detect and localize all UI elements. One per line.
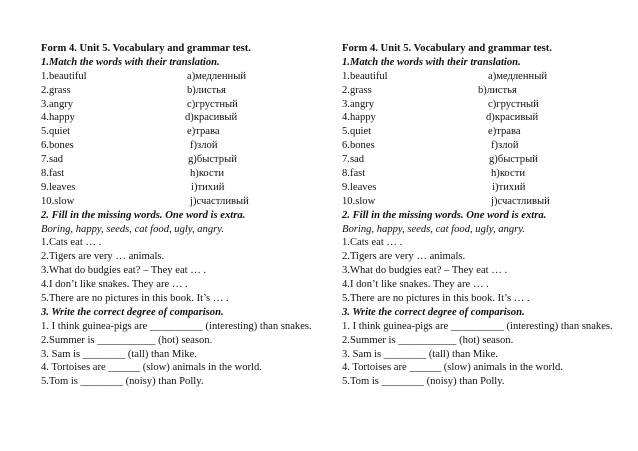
comparison-item: 5.Tom is ________ (noisy) than Polly. (41, 376, 204, 388)
matching-row (342, 84, 638, 98)
fill-in-item: 3.What do budgies eat? – They eat … . (41, 265, 207, 277)
fill-in-item: 2.Tigers are very … animals. (342, 251, 466, 263)
matching-translation: а)медленный (187, 70, 247, 82)
test-title: Form 4. Unit 5. Vocabulary and grammar test. (342, 43, 552, 54)
comparison-item: 2.Summer is ___________ (hot) season. (41, 334, 213, 346)
matching-translation: i)тихий (191, 181, 225, 193)
matching-translation: f)злой (491, 140, 519, 152)
comparison-item: 4. Tortoises are ______ (slow) animals in the world. (342, 362, 563, 374)
matching-word: 5.quiet (41, 126, 71, 138)
matching-row (41, 167, 341, 181)
section-2-heading: 2. Fill in the missing words. One word is extra. (342, 209, 547, 221)
matching-word: 5.quiet (342, 126, 372, 138)
matching-list (41, 70, 341, 209)
matching-translation: h)кости (491, 168, 525, 180)
matching-row (41, 111, 341, 125)
comparison-item: 4. Tortoises are ______ (slow) animals in the world. (41, 362, 262, 374)
matching-word: 9.leaves (41, 181, 76, 193)
matching-translation: j)счастливый (491, 195, 550, 207)
matching-row (342, 125, 638, 139)
matching-row (342, 98, 638, 112)
word-bank: Boring, happy, seeds, cat food, ugly, angry. (342, 223, 526, 235)
fill-in-item: 3.What do budgies eat? – They eat … . (342, 265, 508, 277)
matching-translation: c)грустный (488, 98, 539, 110)
comparison-item: 2.Summer is ___________ (hot) season. (342, 334, 514, 346)
fill-in-item: 5.There are no pictures in this book. It’s … . (41, 293, 229, 305)
section-1-heading: 1.Match the words with their translation. (41, 56, 220, 68)
section-3-heading: 3. Write the correct degree of comparison. (342, 306, 525, 318)
fill-in-item: 5.There are no pictures in this book. It’s … . (342, 293, 530, 305)
matching-translation: f)злой (190, 140, 218, 152)
matching-word: 8.fast (342, 168, 366, 180)
comparison-item: 1. I think guinea-pigs are __________ (interesting) than snakes. (41, 320, 312, 332)
matching-translation: b)листья (478, 84, 517, 96)
matching-word: 8.fast (41, 168, 65, 180)
matching-word: 3.angry (41, 98, 74, 110)
matching-word: 7.sad (41, 154, 64, 166)
section-1-heading: 1.Match the words with their translation. (342, 56, 521, 68)
matching-word: 6.bones (342, 140, 375, 152)
test-column-right (342, 42, 638, 389)
matching-row (41, 125, 341, 139)
word-bank: Boring, happy, seeds, cat food, ugly, angry. (41, 223, 225, 235)
fill-in-item: 1.Cats eat … . (41, 237, 102, 249)
matching-row (41, 98, 341, 112)
comparison-item: 3. Sam is ________ (tall) than Mike. (342, 348, 498, 360)
fill-in-item: 1.Cats eat … . (342, 237, 403, 249)
matching-row (342, 167, 638, 181)
matching-word: 10.slow (342, 195, 376, 207)
comparison-item: 1. I think guinea-pigs are __________ (interesting) than snakes. (342, 320, 613, 332)
matching-row (342, 111, 638, 125)
test-title: Form 4. Unit 5. Vocabulary and grammar test. (41, 43, 251, 54)
matching-word: 1.beautiful (342, 70, 388, 82)
matching-translation: g)быстрый (188, 154, 237, 166)
matching-row (342, 139, 638, 153)
matching-translation: d)красивый (486, 112, 539, 124)
matching-row (41, 84, 341, 98)
matching-translation: e)трава (488, 126, 521, 138)
comparison-item: 5.Tom is ________ (noisy) than Polly. (342, 376, 505, 388)
matching-translation: e)трава (187, 126, 220, 138)
matching-translation: j)счастливый (190, 195, 249, 207)
matching-translation: b)листья (187, 84, 226, 96)
matching-translation: h)кости (190, 168, 224, 180)
matching-translation: i)тихий (492, 181, 526, 193)
fill-in-item: 2.Tigers are very … animals. (41, 251, 165, 263)
section-3-heading: 3. Write the correct degree of comparison. (41, 306, 224, 318)
matching-translation: а)медленный (488, 70, 548, 82)
matching-row (41, 181, 341, 195)
fill-in-item: 4.I don’t like snakes. They are … . (342, 279, 489, 291)
matching-word: 2.grass (41, 84, 71, 96)
matching-translation: g)быстрый (489, 154, 538, 166)
matching-word: 4.happy (342, 112, 376, 124)
matching-word: 3.angry (342, 98, 375, 110)
matching-row (342, 153, 638, 167)
section-2-heading: 2. Fill in the missing words. One word is extra. (41, 209, 246, 221)
matching-row (342, 195, 638, 209)
matching-row (41, 139, 341, 153)
matching-row (41, 153, 341, 167)
matching-list (342, 70, 638, 209)
matching-row (342, 70, 638, 84)
matching-word: 1.beautiful (41, 70, 87, 82)
matching-word: 7.sad (342, 154, 365, 166)
matching-word: 9.leaves (342, 181, 377, 193)
matching-translation: c)грустный (187, 98, 238, 110)
matching-word: 4.happy (41, 112, 75, 124)
test-column-left (41, 42, 341, 389)
matching-word: 6.bones (41, 140, 74, 152)
matching-row (41, 195, 341, 209)
matching-word: 10.slow (41, 195, 75, 207)
matching-row (342, 181, 638, 195)
matching-translation: d)красивый (185, 112, 238, 124)
comparison-item: 3. Sam is ________ (tall) than Mike. (41, 348, 197, 360)
matching-row (41, 70, 341, 84)
matching-word: 2.grass (342, 84, 372, 96)
fill-in-item: 4.I don’t like snakes. They are … . (41, 279, 188, 291)
